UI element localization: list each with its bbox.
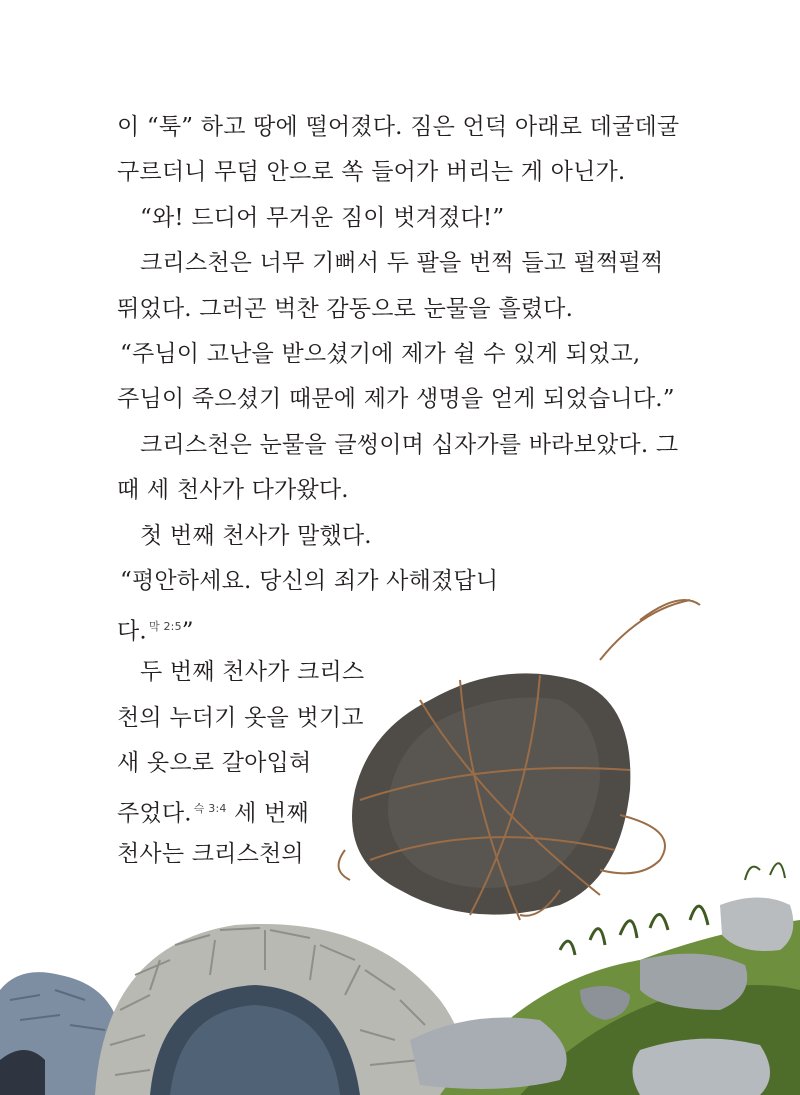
text-line-7: 주님이 죽으셨기 때문에 제가 생명을 얻게 되었습니다.” <box>117 386 675 412</box>
scripture-reference: 막 2:5 <box>148 620 182 633</box>
text-line-4: 크리스천은 너무 기뻐서 두 팔을 번쩍 들고 펄쩍펄쩍 <box>140 250 664 276</box>
text-line-2: 구르더니 무덤 안으로 쏙 들어가 버리는 게 아닌가. <box>117 159 626 185</box>
text-line-8: 크리스천은 눈물을 글썽이며 십자가를 바라보았다. 그 <box>140 432 679 458</box>
line-12-text: 다. <box>117 618 147 645</box>
closing-quote: ” <box>181 618 194 645</box>
burden-bundle <box>339 600 700 920</box>
text-line-6: “주님이 고난을 받으셨기에 제가 쉴 수 있게 되었고, <box>120 341 641 367</box>
text-line-5: 뛰었다. 그러곤 벅찬 감동으로 눈물을 흘렸다. <box>117 296 574 322</box>
text-line-9: 때 세 천사가 다가왔다. <box>117 477 349 503</box>
text-line-17: 천사는 크리스천의 <box>117 841 304 867</box>
text-line-12 <box>117 612 194 647</box>
text-line-10: 첫 번째 천사가 말했다. <box>140 523 372 549</box>
line-16-text-after: 세 번째 <box>226 800 309 827</box>
text-line-14: 천의 누더기 옷을 벗기고 <box>117 705 364 731</box>
stone-tomb <box>95 924 470 1095</box>
line-16-text: 주었다. <box>117 800 192 827</box>
text-line-3: “와! 드디어 무거운 짐이 벗겨졌다!” <box>140 205 505 231</box>
text-line-11: “평안하세요. 당신의 죄가 사해졌답니 <box>120 568 499 594</box>
scripture-reference: 슥 3:4 <box>193 802 227 815</box>
text-line-15: 새 옷으로 갈아입혀 <box>117 750 312 776</box>
text-line-16 <box>117 794 309 829</box>
text-line-13: 두 번째 천사가 크리스 <box>140 659 365 685</box>
text-line-1: 이 “툭” 하고 땅에 떨어졌다. 짐은 언덕 아래로 데굴데굴 <box>117 114 680 140</box>
